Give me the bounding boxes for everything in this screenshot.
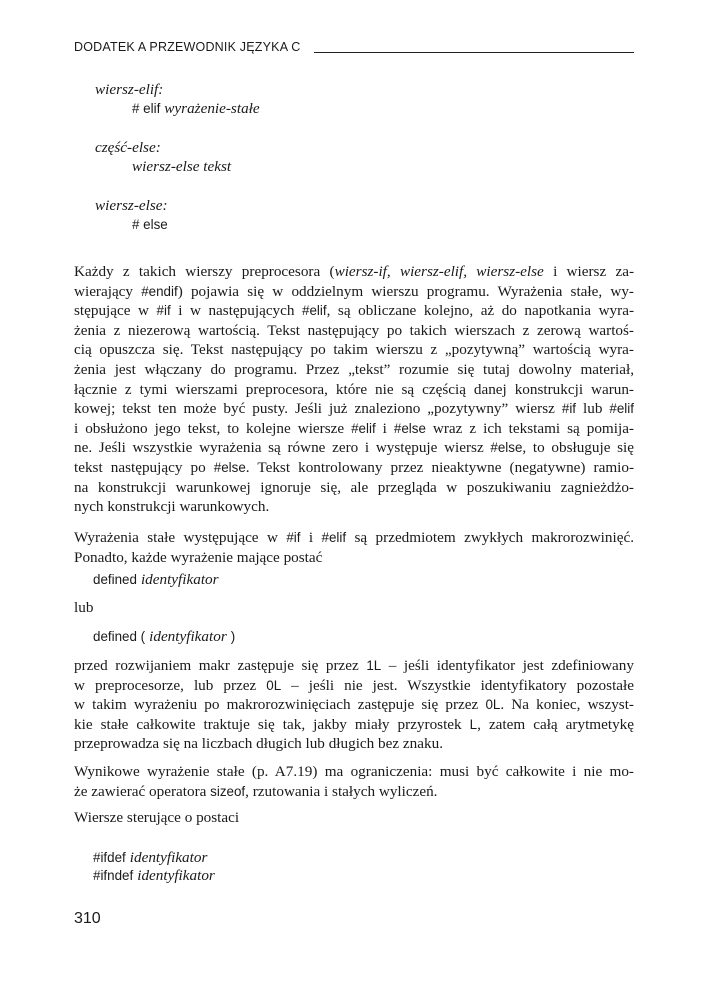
elif-argument: wyrażenie-stałe [164, 100, 260, 117]
p3-line: przeprowadza się na liczbach długich lub długich bez znaku. [74, 735, 443, 753]
page-number: 310 [74, 910, 101, 927]
grammar-else-directive: # else [132, 217, 168, 232]
p1-line: żenia jest włączany do programu. Przez „tekst” rozumie się tutaj dowolny materiał, [74, 360, 634, 378]
code-ifndef [93, 866, 215, 885]
p1-line: nych konstrukcji warunkowych. [74, 498, 270, 516]
paragraph-3 [74, 656, 634, 754]
running-header [74, 40, 634, 58]
p1-line: cią opuszcza się. Tekst następujący po takim wierszu z „pozytywną” wartością wyra- [74, 341, 634, 359]
code-defined-2 [93, 627, 235, 646]
p3-line: kie stałe całkowite traktuje się tak, jakby miały przyrostek L, zatem całą arytmetykę [74, 715, 635, 733]
p1-line: wierający #endif) pojawia się w oddzielnym wierszu programu. Wyrażenia stałe, wy- [74, 282, 634, 300]
p1-line: tekst następujący po #else. Tekst kontrolowany przez nieaktywne (negatywne) ramio- [74, 458, 635, 476]
header-title: DODATEK A PRZEWODNIK JĘZYKA C [74, 40, 301, 54]
ifdef-argument: identyfikator [129, 849, 208, 866]
p1-line: i obsłużono jego tekst, to kolejne wiersze #elif i #else wraz z ich tekstami są pomija- [74, 419, 634, 437]
p1-line: Każdy z takich wierszy preprocesora (wiersz-if, wiersz-elif, wiersz-else i wiersz za- [74, 263, 635, 280]
defined-keyword: defined ( [93, 629, 146, 644]
grammar-else-label: wiersz-else: [95, 197, 168, 214]
paragraph-1 [74, 262, 634, 517]
defined-argument: identyfikator [140, 571, 219, 588]
header-rule [314, 52, 634, 53]
grammar-else-part-label: część-else: [95, 139, 161, 156]
p1-line: łącznie z tymi wierszami preprocesora, które nie są częścią danej konstrukcji warun- [74, 380, 634, 398]
p4-line: Wynikowe wyrażenie stałe (p. A7.19) ma ograniczenia: musi być całkowite i nie mo- [74, 763, 634, 780]
p2-line: Ponadto, każde wyrażenie mające postać [74, 548, 323, 566]
p1-line: stępujące w #if i w następujących #elif, są obliczane kolejno, aż do napotkania wyra- [74, 302, 634, 320]
paragraph-4 [74, 762, 634, 801]
p1-line: kowej; tekst ten może być pusty. Jeśli już znaleziono „pozytywny” wiersz #if lub #elif [74, 400, 634, 418]
ifdef-directive: #ifdef [93, 850, 126, 865]
defined-argument: identyfikator [149, 628, 227, 645]
p3-line: w takim wyrażeniu po makrorozwinięciach zastępuje się przez 0L. Na koniec, wszyst- [74, 696, 634, 714]
code-ifdef [93, 848, 207, 867]
p5-line: Wiersze sterujące o postaci [74, 809, 240, 826]
defined-keyword: defined [93, 572, 137, 587]
p3-line: w preprocesorze, lub przez 0L – jeśli nie jest. Wszystkie identyfikatory pozostałe [74, 676, 634, 694]
paragraph-2 [74, 528, 634, 567]
grammar-else-part-body: wiersz-else tekst [132, 158, 232, 175]
p1-line: ne. Jeśli wszystkie wyrażenia są równe zero i występuje wiersz #else, to obsługuje się [74, 439, 634, 457]
elif-directive: # elif [132, 101, 161, 116]
paragraph-5 [74, 808, 634, 828]
p4-line: że zawierać operatora sizeof, rzutowania i stałych wyliczeń. [74, 782, 438, 800]
p1-line: żenia z niezerową wartością. Tekst następujący po takich wierszach z zerową wartoś- [74, 321, 634, 339]
code-defined-1 [93, 570, 219, 589]
ifndef-argument: identyfikator [137, 867, 215, 884]
p1-line: na konstrukcji warunkowej ignoruje się, ale przegląda w poszukiwaniu zagnieżdżo- [74, 478, 634, 496]
grammar-elif-rule [132, 99, 260, 118]
p3-line: przed rozwijaniem makr zastępuje się przez 1L – jeśli identyfikator jest zdefiniowany [74, 657, 634, 674]
p2-line: Wyrażenia stałe występujące w #if i #elif są przedmiotem zwykłych makrorozwinięć. [74, 529, 634, 546]
lub-text: lub [74, 599, 94, 616]
defined-close-paren: ) [230, 629, 236, 644]
grammar-elif-label: wiersz-elif: [95, 81, 164, 98]
ifndef-directive: #ifndef [93, 868, 134, 883]
